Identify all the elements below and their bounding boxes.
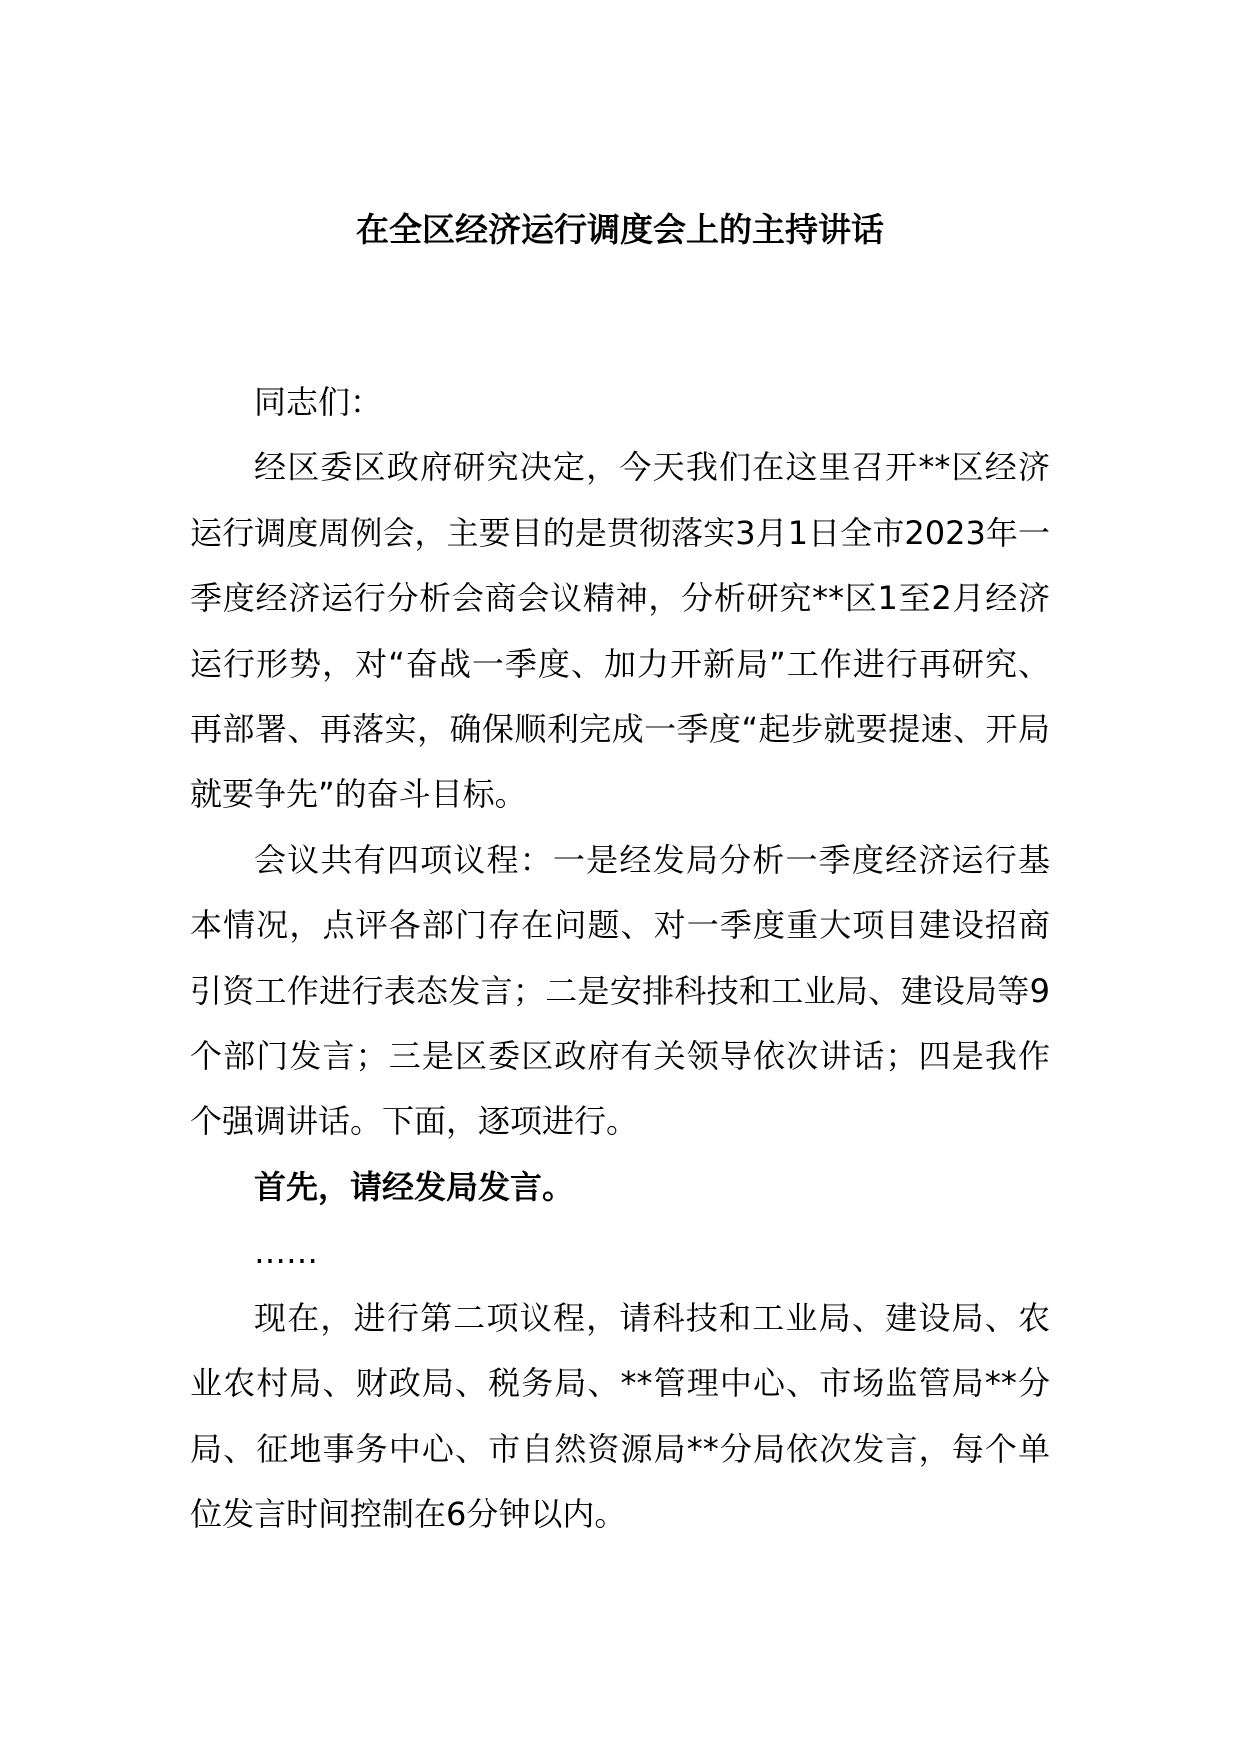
- paragraph-purpose: 经区委区政府研究决定，今天我们在这里召开**区经济运行调度周例会，主要目的是贯彻落实3月1日全市2023年一季度经济运行分析会商会议精神，分析研究**区1至2月经济运行形势，对“奋战一季度、加力开新局”工作进行再研究、再部署、再落实，确保顺利完成一季度“起步就要提速、开局就要争先”的奋斗目标。: [190, 448, 1050, 814]
- paragraph-salutation: 同志们：: [254, 383, 383, 421]
- paragraph-agenda: 会议共有四项议程：一是经发局分析一季度经济运行基本情况，点评各部门存在问题、对一季度重大项目建设招商引资工作进行表态发言；二是安排科技和工业局、建设局等9个部门发言；三是区委区政府有关领导依次讲话；四是我作个强调讲话。下面，逐项进行。: [190, 840, 1050, 1141]
- paragraph-first-speaker: 首先，请经发局发言。: [254, 1167, 575, 1206]
- paragraph-ellipsis: ……: [254, 1233, 318, 1272]
- paragraph-second-agenda: 现在，进行第二项议程，请科技和工业局、建设局、农业农村局、财政局、税务局、**管理中心、市场监管局**分局、征地事务中心、市自然资源局**分局依次发言，每个单位发言时间控制在6分钟以内。: [190, 1298, 1050, 1533]
- document-body: [190, 370, 1050, 1547]
- document-title: 在全区经济运行调度会上的主持讲话: [356, 210, 884, 249]
